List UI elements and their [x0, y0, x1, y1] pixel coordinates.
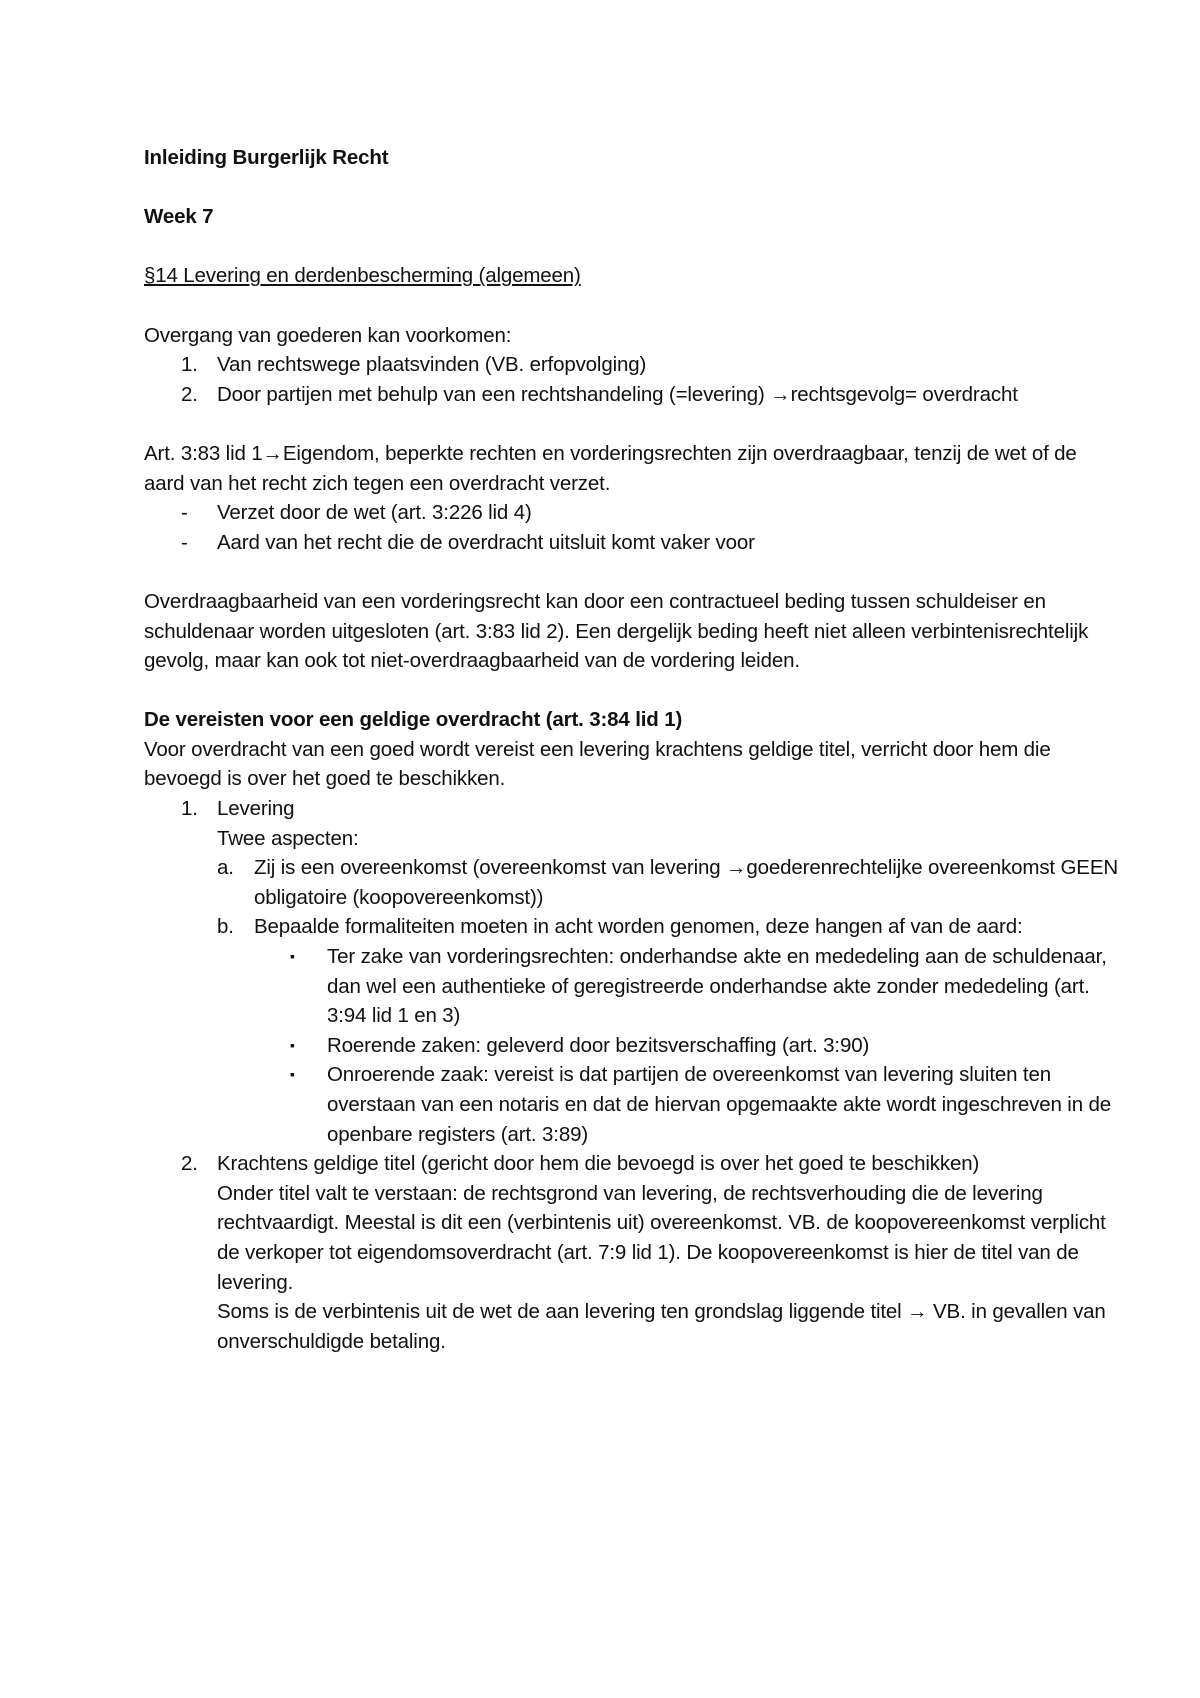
levering-subheading: Twee aspecten:	[217, 826, 359, 850]
bullet-item	[144, 1060, 1120, 1149]
list-marker: a.	[217, 856, 234, 880]
vereisten-heading: De vereisten voor een geldige overdracht (art. 3:84 lid 1)	[144, 708, 683, 732]
section-heading: §14 Levering en derdenbescherming (algemeen)	[144, 264, 581, 288]
square-bullet-icon: ▪	[290, 1066, 295, 1083]
titel-paragraph: Soms is de verbintenis uit de wet de aan levering ten grondslag liggende titel → VB. in gevallen van onverschuldigde betaling.	[217, 1300, 1106, 1353]
titel-paragraph: Onder titel valt te verstaan: de rechtsgrond van levering, de rechtsverhouding die de levering rechtvaardigt. Meestal is dit een (verbintenis uit) overeenkomst. VB. de koopovereenkomst verplicht de verkoper tot eigendomsoverdracht (art. 7:9 lid 1). De koopovereenkomst is hier de titel van de levering.	[217, 1181, 1106, 1294]
dash-marker: -	[181, 501, 188, 525]
list-item-text: Krachtens geldige titel (gericht door hem die bevoegd is over het goed te beschikken)	[217, 1152, 980, 1176]
list-item	[144, 528, 1120, 558]
list-item	[144, 350, 1120, 380]
list-item	[144, 380, 1120, 410]
list-marker: 2.	[181, 1152, 198, 1176]
list-item-text: Van rechtswege plaatsvinden (VB. erfopvolging)	[217, 353, 647, 377]
art-383-paragraph: Art. 3:83 lid 1→Eigendom, beperkte rechten en vorderingsrechten zijn overdraagbaar, tenzij de wet of de aard van het recht zich tegen een overdracht verzet.	[144, 441, 1077, 495]
list-marker: 1.	[181, 353, 198, 377]
list-item	[144, 498, 1120, 528]
list-marker: 1.	[181, 797, 198, 821]
sub-list-item	[144, 853, 1120, 912]
week-label: Week 7	[144, 205, 214, 229]
list-item-levering	[144, 794, 1120, 824]
bullet-text: Roerende zaken: geleverd door bezitsverschaffing (art. 3:90)	[327, 1033, 870, 1057]
square-bullet-icon: ▪	[290, 948, 295, 965]
list-marker: b.	[217, 915, 234, 939]
bullet-text: Onroerende zaak: vereist is dat partijen de overeenkomst van levering sluiten ten overstaan van een notaris en dat de hiervan opgemaakte akte wordt ingeschreven in de openbare registers (art. 3:89)	[327, 1063, 1111, 1146]
list-item-text: Bepaalde formaliteiten moeten in acht worden genomen, deze hangen af van de aard:	[254, 915, 1023, 939]
overgang-intro: Overgang van goederen kan voorkomen:	[144, 323, 512, 347]
square-bullet-icon: ▪	[290, 1036, 295, 1053]
list-marker: 2.	[181, 382, 198, 406]
bullet-item	[144, 942, 1120, 1031]
list-item-text: Zij is een overeenkomst (overeenkomst van levering →goederenrechtelijke overeenkomst GEEN obligatoire (koopovereenkomst))	[254, 856, 1119, 909]
bullet-item	[144, 1031, 1120, 1061]
list-item-text: Verzet door de wet (art. 3:226 lid 4)	[217, 501, 532, 525]
dash-marker: -	[181, 530, 188, 554]
bullet-text: Ter zake van vorderingsrechten: onderhandse akte en mededeling aan de schuldenaar, dan wel een authentieke of geregistreerde onderhandse akte zonder mededeling (art. 3:94 lid 1 en 3)	[327, 945, 1107, 1028]
vereisten-intro: Voor overdracht van een goed wordt vereist een levering krachtens geldige titel, verricht door hem die bevoegd is over het goed te beschikken.	[144, 737, 1051, 791]
overdraagbaarheid-paragraph: Overdraagbaarheid van een vorderingsrecht kan door een contractueel beding tussen schuldeiser en schuldenaar worden uitgesloten (art. 3:83 lid 2). Een dergelijk beding heeft niet alleen verbintenisrechtelijk gevolg, maar kan ook tot niet-overdraagbaarheid van de vordering leiden.	[144, 589, 1089, 673]
list-item-text: Door partijen met behulp van een rechtshandeling (=levering) →rechtsgevolg= overdracht	[217, 382, 1018, 406]
list-item-titel	[144, 1149, 1120, 1179]
document-title: Inleiding Burgerlijk Recht	[144, 146, 389, 169]
list-item-text: Levering	[217, 797, 295, 821]
list-item-text: Aard van het recht die de overdracht uitsluit komt vaker voor	[217, 530, 755, 554]
sub-list-item	[144, 912, 1120, 942]
